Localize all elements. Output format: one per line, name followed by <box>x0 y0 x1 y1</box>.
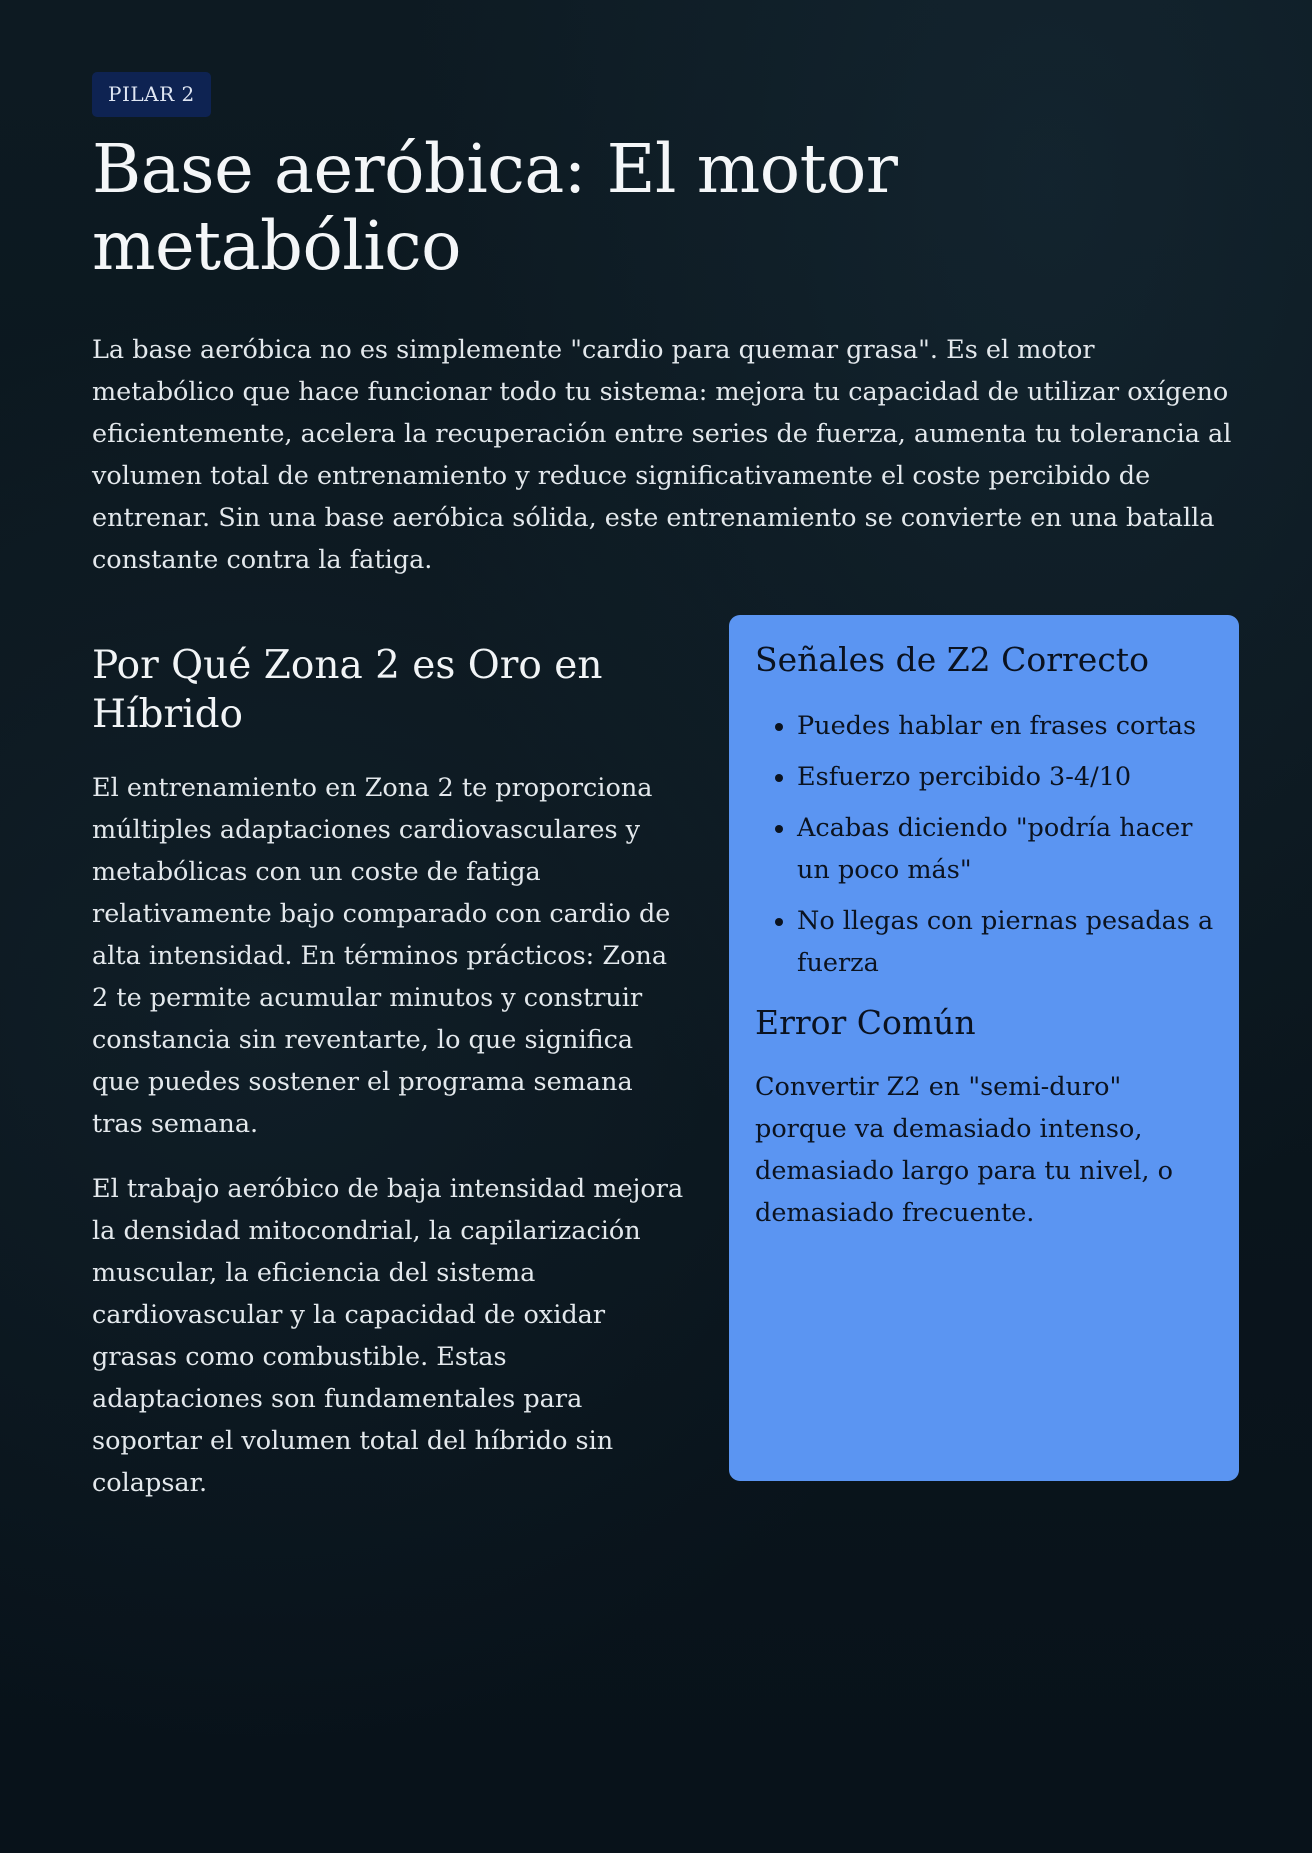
section-heading: Por Qué Zona 2 es Oro en Híbrido <box>92 643 603 738</box>
page-content <box>92 72 1240 1499</box>
signals-list <box>755 705 1214 984</box>
page-title: Base aeróbica: El motor metabólico <box>92 130 898 286</box>
two-column-section <box>92 615 1240 1499</box>
body-paragraph: El trabajo aeróbico de baja intensidad mejora la densidad mitocondrial, la capilarización muscular, la eficiencia del sistema cardiovascular y la capacidad de oxidar grasas como combustible. Estas adaptaciones son fundamentales para soportar el volumen total del híbrido sin colapsar. <box>92 1174 684 1499</box>
list-item: • Puedes hablar en frases cortas <box>797 705 1214 747</box>
body-paragraph: El entrenamiento en Zona 2 te proporciona múltiples adaptaciones cardiovasculares y metabólicas con un coste de fatiga relativamente bajo comparado con cardio de alta intensidad. En términos prácticos: Zona 2 te permite acumular minutos y construir constancia sin reventarte, lo que significa que puedes sostener el programa semana tras semana. <box>92 773 671 1140</box>
intro-paragraph: La base aeróbica no es simplemente "cardio para quemar grasa". Es el motor metabólico que hace funcionar todo tu sistema: mejora tu capacidad de utilizar oxígeno eficientemente, acelera la recuperación entre series de fuerza, aumenta tu tolerancia al volumen total de entrenamiento y reduce significativamente el coste percibido de entrenar. Sin una base aeróbica sólida, este entrenamiento se convierte en una batalla constante contra la fatiga. <box>92 335 1232 576</box>
signals-heading: Señales de Z2 Correcto <box>755 640 1149 680</box>
error-text: Convertir Z2 en "semi-duro" porque va demasiado intenso, demasiado largo para tu nivel, o demasiado frecuente. <box>755 1072 1173 1229</box>
list-item: • No llegas con piernas pesadas a fuerza <box>797 900 1214 984</box>
info-card <box>729 615 1239 1481</box>
error-heading: Error Común <box>755 1003 976 1043</box>
list-item: • Acabas diciendo "podría hacer un poco más" <box>797 807 1214 891</box>
list-item: • Esfuerzo percibido 3-4/10 <box>797 756 1214 798</box>
section-badge: PILAR 2 <box>92 72 211 117</box>
zone2-explanation <box>92 641 684 1504</box>
